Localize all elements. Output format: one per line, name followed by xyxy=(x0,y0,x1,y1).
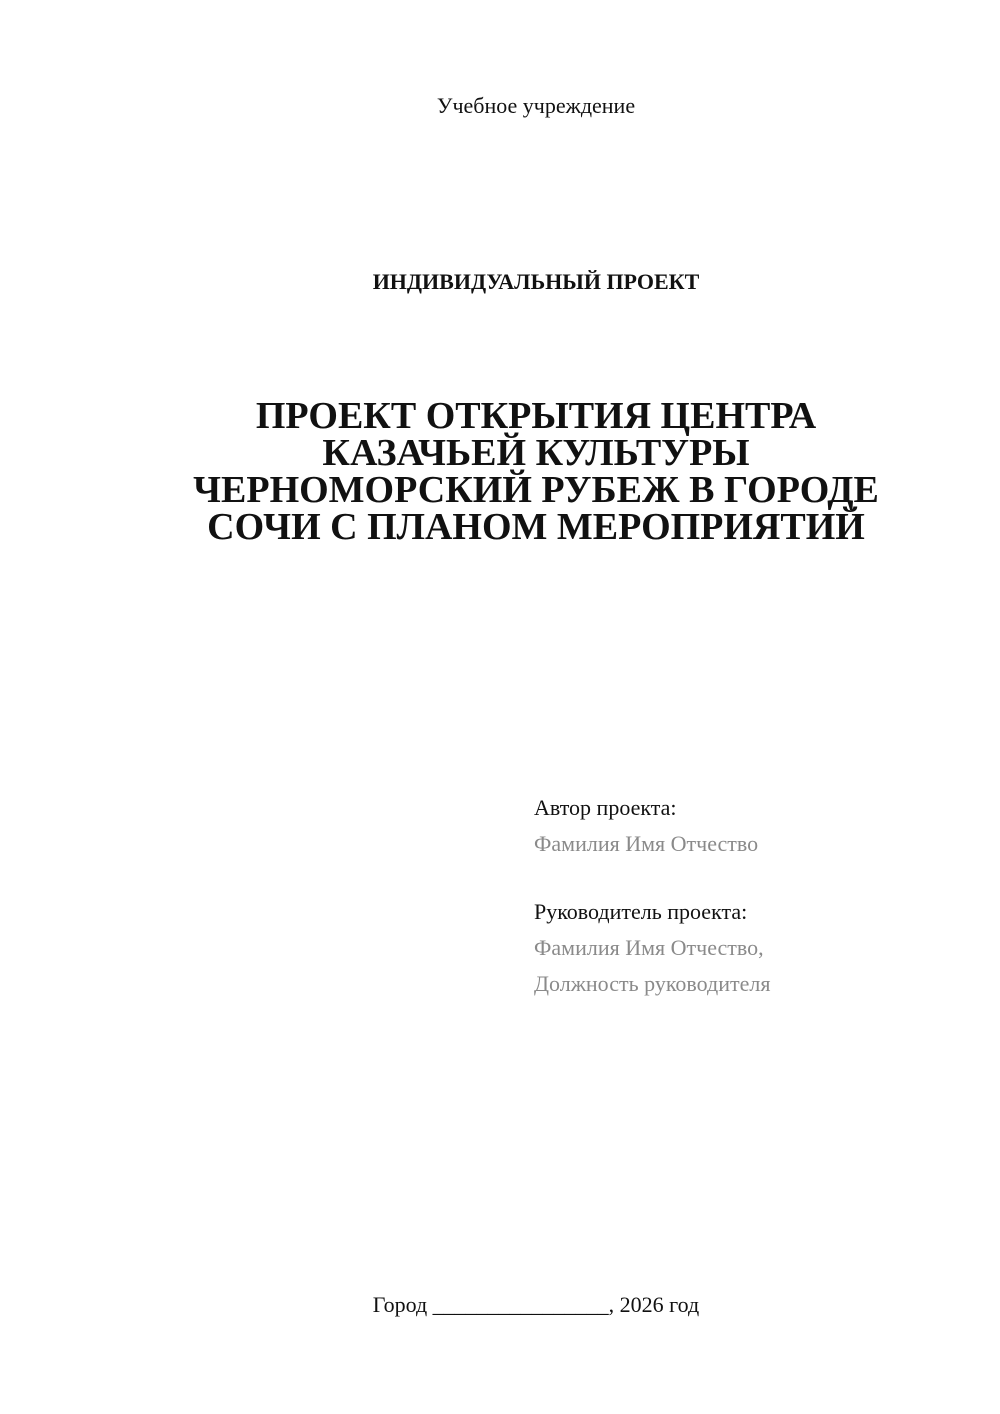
author-name-placeholder: Фамилия Имя Отчество xyxy=(534,831,759,856)
supervisor-position-placeholder: Должность руководителя xyxy=(534,971,771,996)
title-line-2: КАЗАЧЬЕЙ КУЛЬТУРЫ xyxy=(322,432,750,474)
supervisor-name-placeholder: Фамилия Имя Отчество, xyxy=(534,935,764,960)
city-year-line xyxy=(0,1290,1000,1320)
year-text: , 2026 год xyxy=(608,1292,700,1317)
city-blank: ________________ xyxy=(432,1292,609,1317)
title-line-3: ЧЕРНОМОРСКИЙ РУБЕЖ В ГОРОДЕ xyxy=(193,469,879,511)
credits-block xyxy=(534,790,974,1002)
title-line-4: СОЧИ С ПЛАНОМ МЕРОПРИЯТИЙ xyxy=(207,506,865,548)
author-label: Автор проекта: xyxy=(534,795,677,820)
institution-name: Учебное учреждение xyxy=(436,93,636,118)
credits-spacer xyxy=(534,862,974,894)
title-line-1: ПРОЕКТ ОТКРЫТИЯ ЦЕНТРА xyxy=(255,395,817,437)
city-label: Город xyxy=(372,1292,428,1317)
supervisor-label: Руководитель проекта: xyxy=(534,899,748,924)
project-type-heading: ИНДИВИДУАЛЬНЫЙ ПРОЕКТ xyxy=(372,269,700,294)
project-title xyxy=(170,395,902,548)
